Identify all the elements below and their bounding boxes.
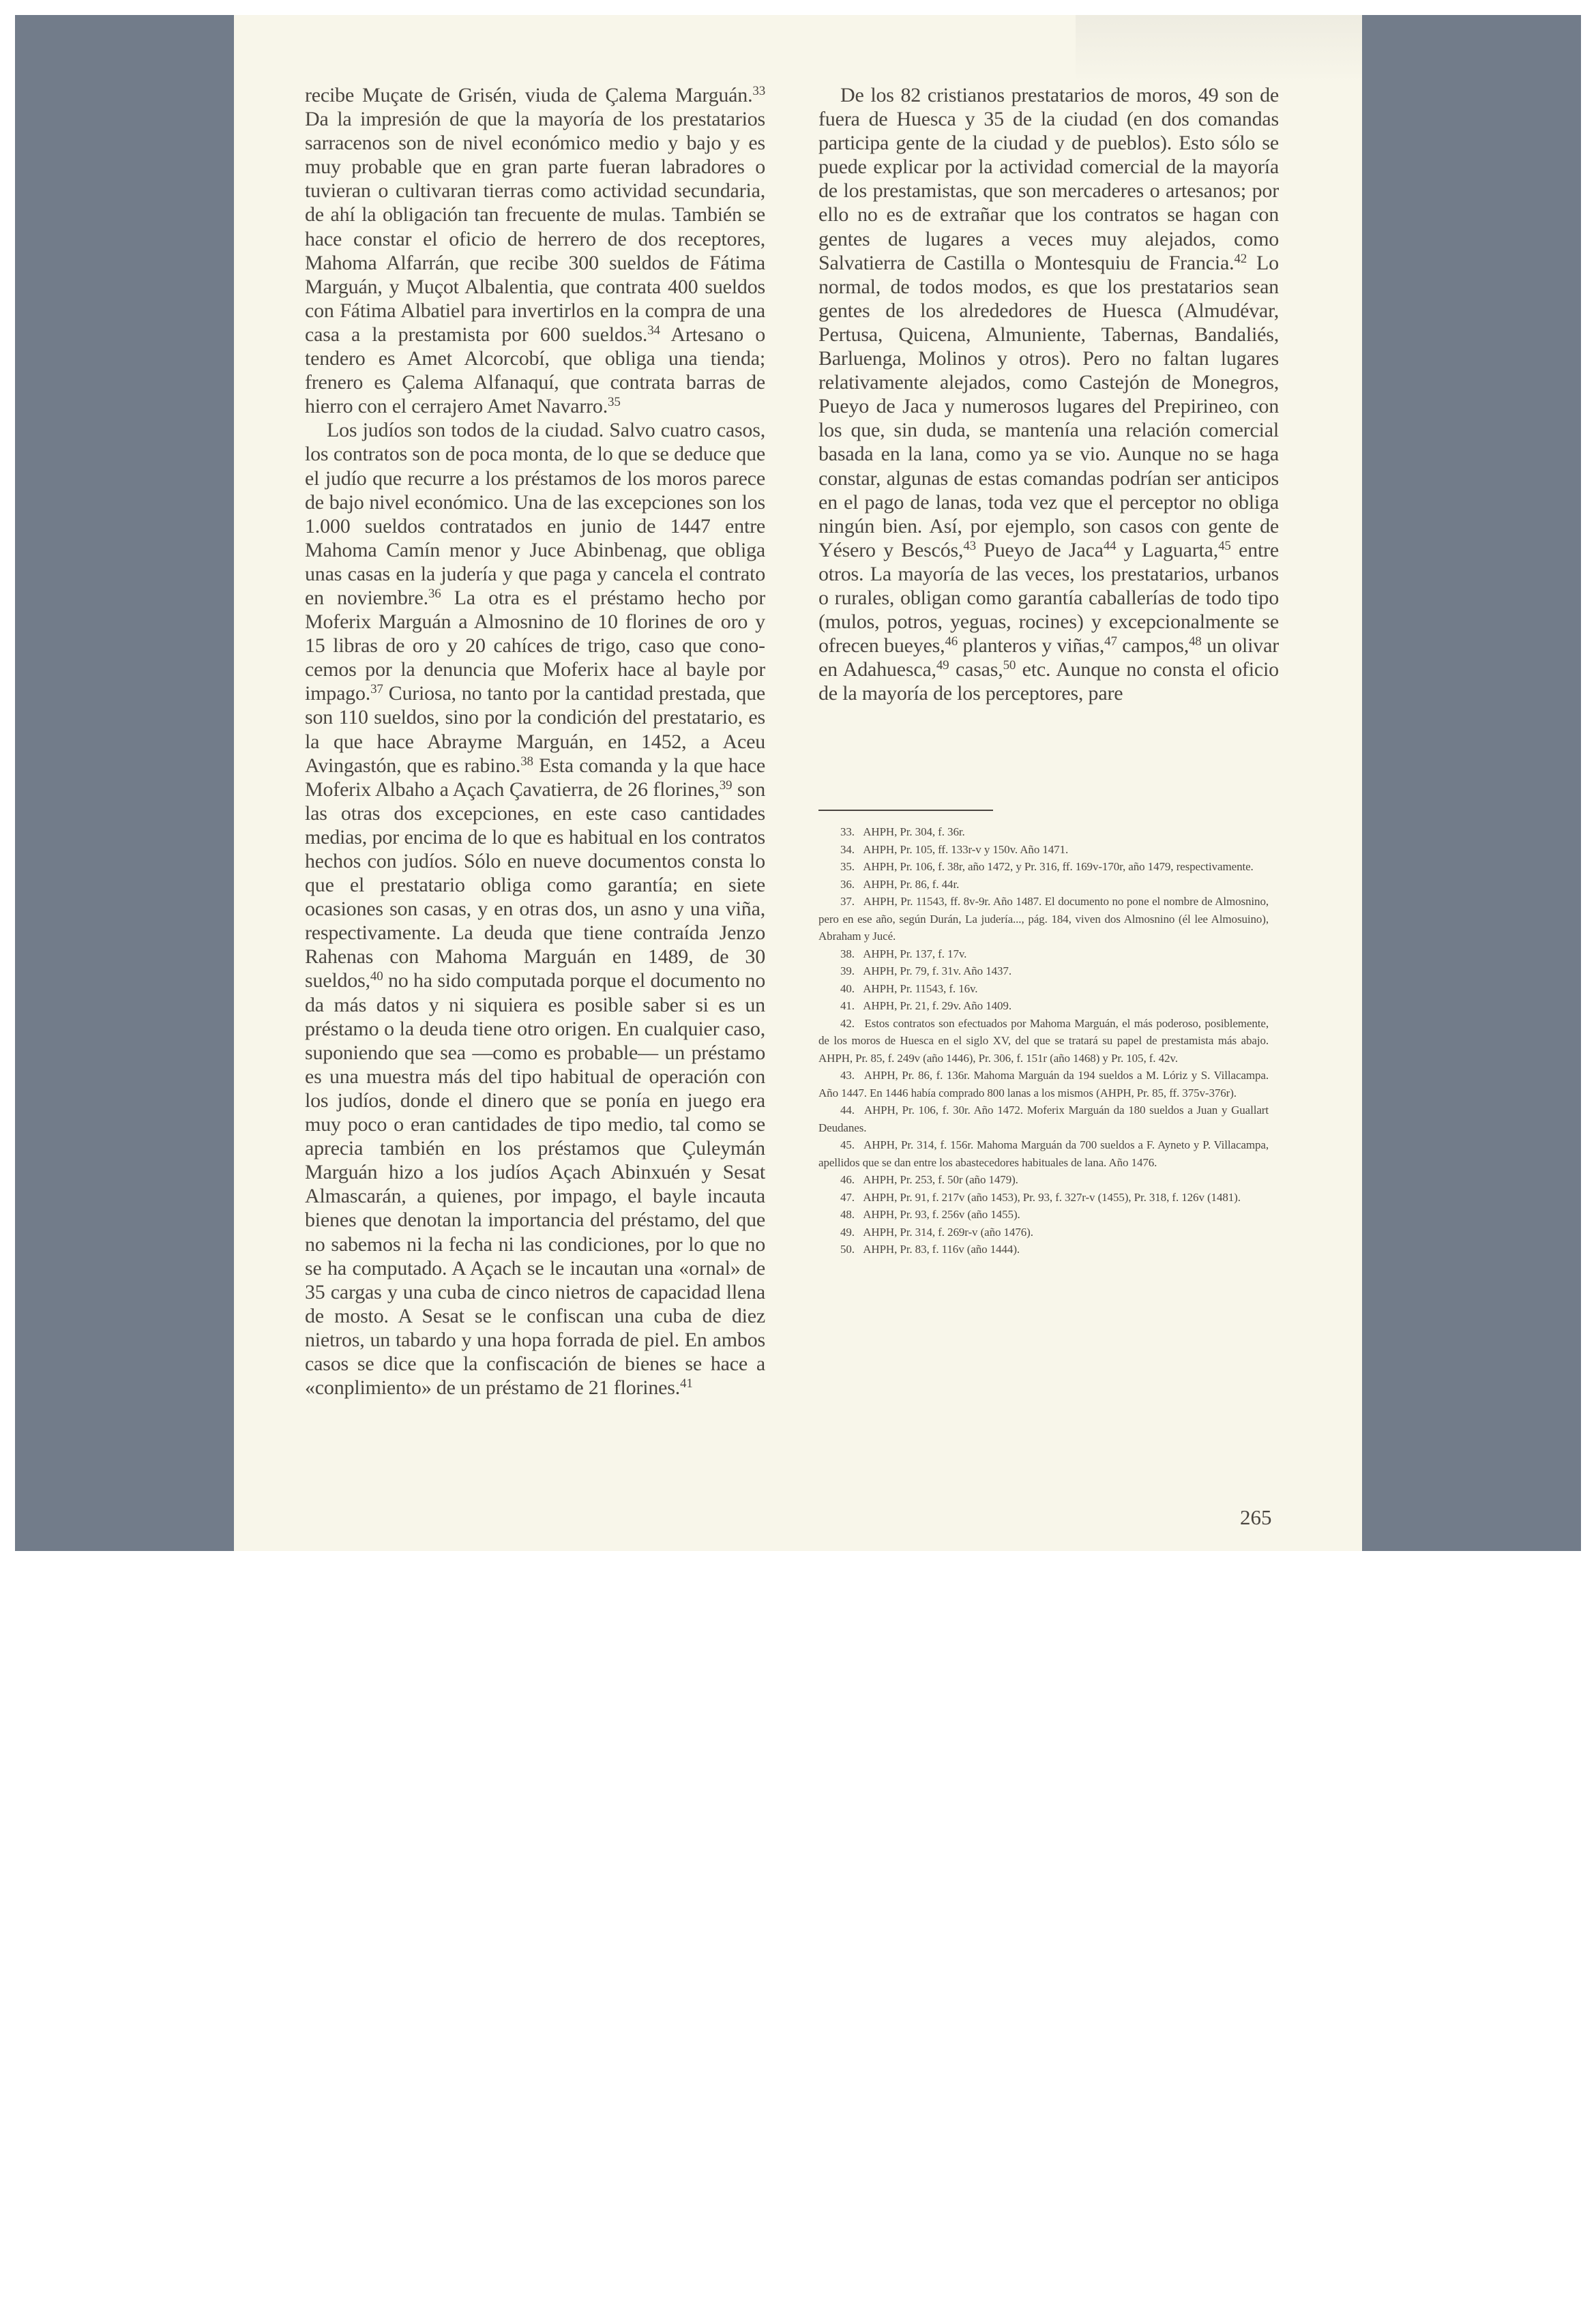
footnote: [818, 893, 1269, 945]
footnote-separator: [818, 810, 993, 811]
footnote-number: 43.: [840, 1069, 855, 1082]
footnote-number: 40.: [840, 981, 855, 995]
footnotes-list: [818, 823, 1269, 1258]
footnote-ref[interactable]: 43: [963, 538, 976, 553]
footnote-text: AHPH, Pr. 79, f. 31v. Año 1437.: [863, 964, 1011, 977]
footnote: [818, 1206, 1269, 1224]
body-text: y Laguarta,: [1116, 538, 1219, 561]
footnote-text: AHPH, Pr. 314, f. 269r-v (año 1476).: [863, 1225, 1033, 1239]
footnote-ref[interactable]: 35: [608, 395, 621, 410]
footnote: [818, 841, 1269, 859]
body-text: planteros y viñas,: [958, 634, 1105, 658]
body-text: Los judíos son todos de la ciudad. Salvo cuatro casos, los contratos son de poca monta, de lo que se deduce que el judío que recurre a los préstamos de los moros parece de bajo nivel económico. Una de las excepciones son los 1.000 sueldos contratados en junio de 1447 entre Mahoma Camín menor y Juce Abinbenag, que obliga unas casas en la judería y que paga y cancela el contrato en noviembre.: [305, 419, 765, 609]
footnote: [818, 1136, 1269, 1171]
body-text: Pueyo de Jaca: [975, 538, 1104, 561]
footnote-ref[interactable]: 44: [1103, 538, 1117, 553]
footnote: [818, 1189, 1269, 1207]
footnote-ref[interactable]: 45: [1218, 538, 1231, 553]
body-text: La otra es el préstamo hecho por Moferix Marguán a Almosnino de 10 florines de oro y 15 libras de oro y 20 cahíces de trigo, caso que conocemos por la denuncia que Moferix hace al bayle por impago.: [305, 586, 765, 705]
body-text: un olivar en Adahuesca,: [818, 634, 1279, 681]
footnote: [818, 858, 1269, 876]
footnote-number: 50.: [840, 1243, 855, 1256]
footnote: [818, 1171, 1269, 1189]
footnote-ref[interactable]: 39: [719, 778, 733, 793]
footnote-text: AHPH, Pr. 91, f. 217v (año 1453), Pr. 93, f. 327r-v (1455), Pr. 318, f. 126v (1481).: [863, 1190, 1241, 1204]
body-text: etc. Aunque no consta el oficio de la mayoría de los perceptores, pare: [818, 658, 1279, 705]
footnote-ref[interactable]: 37: [370, 682, 383, 697]
footnote-text: AHPH, Pr. 253, f. 50r (año 1479).: [863, 1173, 1018, 1186]
left-text-column: [305, 83, 765, 1400]
footnote-number: 44.: [840, 1104, 855, 1117]
footnote-ref[interactable]: 50: [1003, 658, 1016, 673]
footnote-ref[interactable]: 48: [1189, 634, 1202, 649]
footnote-text: AHPH, Pr. 137, f. 17v.: [863, 947, 967, 960]
footnote-number: 36.: [840, 877, 855, 891]
footnote-ref[interactable]: 40: [370, 969, 383, 984]
footnote: [818, 962, 1269, 980]
body-text: campos,: [1117, 634, 1189, 658]
body-text: son las otras dos excepciones, en este caso cantidades medias, por encima de lo que es habitual en los contratos hechos con judíos. Sólo en nueve documentos consta lo que el prestatario obliga como garantía; en siete ocasiones son casas, y en otras dos, un asno y una viña, respectivamente. La deuda que tiene contraída Jenzo Rahenas con Mahoma Marguán en 1489, de 30 sueldos,: [305, 778, 766, 992]
footnote-text: AHPH, Pr. 21, f. 29v. Año 1409.: [863, 999, 1011, 1012]
body-paragraph: [305, 418, 765, 1400]
footnote-ref[interactable]: 36: [428, 586, 441, 601]
footnote-number: 48.: [840, 1208, 855, 1221]
footnote: [818, 1102, 1269, 1136]
body-text: Esta comanda y la que hace Moferix Albaho a Açach Çavatierra, de 26 florines,: [305, 754, 765, 801]
body-text: Curiosa, no tanto por la cantidad prestada, que son 110 sueldos, sino por la condición del prestatario, es la que hace Abrayme Marguán, en 1452, a Aceu Avingastón, que es rabino.: [305, 682, 765, 777]
body-text: De los 82 cristianos prestatarios de moros, 49 son de fuera de Huesca y 35 de la ciudad (en dos comandas participa gente de la ciudad y de pueblos). Esto sólo se puede explicar por la actividad comercial de la mayoría de los prestamistas, que son mercaderes o artesanos; por ello no es de extrañar que los contratos se hagan con gentes de lugares a veces muy alejados, como Salvatierra de Castilla o Montesquiu de Francia.: [818, 84, 1279, 274]
footnote-text: AHPH, Pr. 105, ff. 133r-v y 150v. Año 1471.: [863, 842, 1069, 856]
footnote-ref[interactable]: 33: [752, 84, 765, 98]
footnote: [818, 1015, 1269, 1067]
footnote-ref[interactable]: 49: [936, 658, 949, 673]
footnote-number: 41.: [840, 999, 855, 1012]
footnote-text: AHPH, Pr. 106, f. 38r, año 1472, y Pr. 316, ff. 169v-170r, año 1479, respectivamente.: [863, 860, 1254, 873]
footnote-ref[interactable]: 38: [520, 754, 533, 769]
footnote-number: 47.: [840, 1190, 855, 1204]
body-paragraph: [305, 83, 765, 418]
body-text: casas,: [949, 658, 1003, 681]
footnote-text: AHPH, Pr. 86, f. 44r.: [863, 877, 960, 891]
footnote: [818, 1067, 1269, 1102]
footnote: [818, 823, 1269, 841]
footnote-number: 49.: [840, 1225, 855, 1239]
footnote-text: Estos contratos son efectuados por Mahoma Marguán, el más poderoso, posiblemente, de los moros de Huesca en el siglo XV, del que se tratará su papel de prestamista más abajo. AHPH, Pr. 85, f. 249v (año 1446), Pr. 306, f. 151r (año 1468) y Pr. 105, f. 42v.: [818, 1016, 1269, 1065]
footnote-text: AHPH, Pr. 106, f. 30r. Año 1472. Moferix Marguán da 180 sueldos a Juan y Guallart Deudanes.: [818, 1104, 1269, 1134]
footnote-text: AHPH, Pr. 11543, f. 16v.: [863, 981, 978, 995]
footnote: [818, 945, 1269, 963]
body-text: no ha sido computada porque el documento no da más datos y ni siquiera es posible saber si es un préstamo o la deuda tiene otro origen. En cualquier caso, suponiendo que sea —como es probable— un préstamo es una muestra más del tipo habitual de operación con los judíos, donde el dinero que se ponía en juego era muy poco o eran cantidades de tipo medio, tal como se aprecia también en los préstamos que Çuleymán Marguán hizo a los judíos Açach Abinxuén y Sesat Almascarán, a quienes, por impago, el bayle incauta bienes que denotan la importancia del préstamo, del que no sabemos ni la fecha ni las condiciones, por lo que no se ha computado. A Açach se le incautan una «ornal» de 35 cargas y una cuba de cinco nietros de capacidad llena de mosto. A Sesat se le confiscan una cuba de diez nietros, un tabardo y una hopa forrada de piel. En ambos casos se dice que la confiscación de bienes se hace a «conplimiento» de un préstamo de 21 florines.: [305, 969, 765, 1400]
footnote-text: AHPH, Pr. 86, f. 136r. Mahoma Marguán da 194 sueldos a M. Lóriz y S. Villacampa. Año 1447. En 1446 había comprado 800 lanas a los mismos (AHPH, Pr. 85, ff. 375v-376r).: [818, 1069, 1269, 1099]
right-text-column: [818, 83, 1279, 705]
footnote-ref[interactable]: 41: [680, 1376, 693, 1391]
footnote: [818, 997, 1269, 1015]
footnote-number: 38.: [840, 947, 855, 960]
footnote: [818, 980, 1269, 998]
body-text: recibe Muçate de Grisén, viuda de Çalema Marguán.: [305, 84, 753, 106]
footnote-number: 37.: [840, 895, 855, 908]
footnote-ref[interactable]: 47: [1104, 634, 1117, 649]
body-text: Lo normal, de todos modos, es que los prestatarios sean gentes de los alrededores de Huesca (Almudévar, Pertusa, Quicena, Almuniente, Tabernas, Bandaliés, Barluenga, Molinos y otros). Pero no faltan lugares relativamente alejados, como Castejón de Monegros, Pueyo de Jaca y numerosos lugares del Prepirineo, con los que, sin duda, se mantenía una relación comercial basada en la lana, como ya se vio. Aunque no se haga constar, algunas de estas comandas podrían ser anticipos en el pago de lanas, toda vez que el perceptor no obliga ningún bien. Así, por ejemplo, son casos con gente de Yésero y Bescós,: [818, 251, 1279, 561]
footnote-text: AHPH, Pr. 314, f. 156r. Mahoma Marguán da 700 sueldos a F. Ayneto y P. Villacampa, apellidos que se dan entre los abastecedores habituales de lana. Año 1476.: [818, 1138, 1269, 1169]
footnote-number: 46.: [840, 1173, 855, 1186]
body-text: Da la impresión de que la mayoría de los prestatarios sarracenos son de nivel económico medio y bajo y es muy probable que en gran parte fueran labradores o tuvieran o cultivaran tierras como actividad secundaria, de ahí la obligación tan frecuente de mulas. También se hace constar el oficio de herrero de dos receptores, Mahoma Alfarrán, que recibe 300 sueldos de Fátima Marguán, y Muçot Albalentia, que contrata 400 sueldos con Fátima Albatiel para invertirlos en la compra de una casa a la prestamista por 600 sueldos.: [305, 108, 765, 346]
body-text: Artesano o tendero es Amet Alcorcobí, que obliga una tienda; frenero es Çalema Alfanaquí, que contrata barras de hierro con el cerrajero Amet Navarro.: [305, 323, 765, 418]
footnote-text: AHPH, Pr. 83, f. 116v (año 1444).: [863, 1243, 1020, 1256]
footnote-number: 34.: [840, 842, 855, 856]
footnote-number: 33.: [840, 825, 855, 838]
footnote-ref[interactable]: 46: [945, 634, 958, 649]
footnote-text: AHPH, Pr. 93, f. 256v (año 1455).: [863, 1208, 1020, 1221]
footnote-number: 45.: [840, 1138, 855, 1151]
body-text: entre otros. La mayoría de las veces, los prestatarios, urbanos o rurales, obligan como garantía caballerías de todo tipo (mulos, potros, yeguas, rocines) y excepcionalmente se ofrecen bueyes,: [818, 538, 1279, 658]
footnote: [818, 1241, 1269, 1258]
footnote-number: 35.: [840, 860, 855, 873]
body-paragraph: [818, 83, 1279, 705]
footnote: [818, 876, 1269, 893]
footnote-text: AHPH, Pr. 11543, ff. 8v-9r. Año 1487. El documento no pone el nombre de Almosnino, pero en ese año, según Durán, La judería..., pág. 184, viven dos Almosnino (él lee Almosuino), Abraham y Jucé.: [818, 895, 1269, 943]
page-edge-shadow: [1076, 15, 1362, 83]
page-number: 265: [1240, 1505, 1272, 1529]
book-page: [234, 15, 1362, 1551]
footnote: [818, 1224, 1269, 1241]
footnote-ref[interactable]: 34: [647, 323, 660, 338]
footnote-number: 39.: [840, 964, 855, 977]
footnote-ref[interactable]: 42: [1234, 251, 1247, 266]
footnote-number: 42.: [840, 1016, 855, 1030]
footnote-text: AHPH, Pr. 304, f. 36r.: [863, 825, 965, 838]
